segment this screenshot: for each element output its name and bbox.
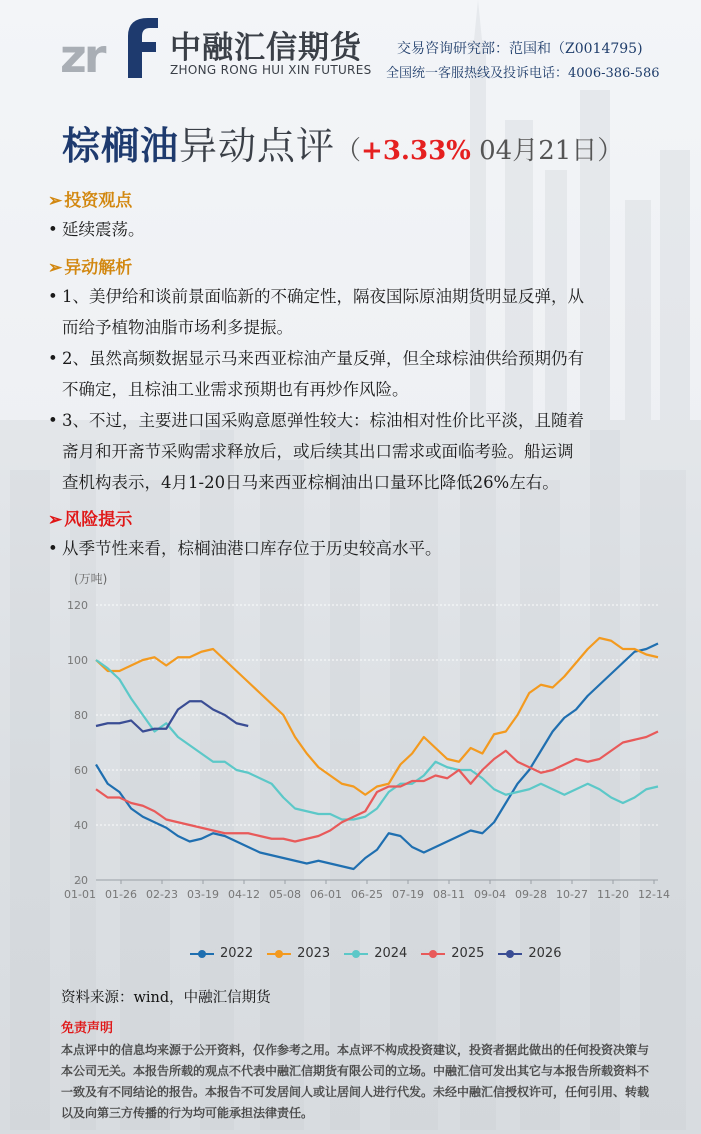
x-tick-label: 06-01: [310, 888, 342, 901]
x-tick-label: 01-26: [105, 888, 137, 901]
disclaimer-heading: 免责声明: [61, 1021, 114, 1036]
inventory-seasonal-chart: [60, 565, 672, 905]
x-tick-label: 06-25: [351, 888, 383, 901]
x-tick-label: 09-04: [474, 888, 506, 901]
hotline-contact: 全国统一客服热线及投诉电话：4006-386-586: [386, 66, 660, 81]
x-tick-label: 10-27: [556, 888, 588, 901]
legend-item-2026: [498, 946, 561, 961]
series-line-2022: [96, 644, 658, 870]
legend-label: 2024: [374, 946, 408, 961]
series-line-2026: [96, 701, 248, 731]
x-tick-label: 02-23: [146, 888, 178, 901]
x-tick-label: 11-20: [597, 888, 629, 901]
svg-text:zr: zr: [60, 29, 104, 80]
x-tick-label: 12-14: [638, 888, 670, 901]
brand-name-cn: 中融汇信期货: [170, 30, 362, 66]
legend-label: 2026: [528, 946, 562, 961]
legend-item-2025: [421, 946, 484, 961]
legend-label: 2023: [297, 946, 331, 961]
x-tick-label: 08-11: [433, 888, 465, 901]
data-source: 资料来源：wind，中融汇信期货: [61, 990, 271, 1006]
title-date: 04月21日）: [470, 136, 624, 166]
legend-swatch: [190, 953, 214, 955]
y-tick-label: 120: [67, 599, 88, 612]
section-heading-analysis: ➢ 异动解析: [48, 258, 133, 278]
bullet-icon: •: [48, 411, 58, 430]
y-tick-label: 80: [74, 709, 88, 722]
brand-name-en: ZHONG RONG HUI XIN FUTURES: [170, 63, 372, 77]
y-tick-label: 20: [74, 874, 88, 887]
x-tick-label: 01-01: [64, 888, 96, 901]
series-line-2023: [96, 638, 658, 795]
legend-item-2023: [267, 946, 330, 961]
x-tick-label: 09-28: [515, 888, 547, 901]
legend-swatch: [498, 953, 522, 955]
bullet-icon: •: [48, 287, 58, 306]
legend-item-2022: [190, 946, 253, 961]
arrow-icon: ➢: [48, 258, 63, 278]
arrow-icon: ➢: [48, 510, 63, 530]
risk-text: • 从季节性来看，棕榈油港口库存位于历史较高水平。: [48, 533, 670, 564]
legend-swatch: [344, 953, 368, 955]
research-contact: 交易咨询研究部：范国和（Z0014795): [397, 41, 643, 57]
analysis-point-1: • 1、美伊给和谈前景面临新的不确定性，隔夜国际原油期货明显反弹，从 而给予植物油脂市场利多提振。: [48, 281, 670, 343]
y-tick-label: 100: [67, 654, 88, 667]
view-text: • 延续震荡。: [48, 214, 670, 245]
disclaimer-text: 本点评中的信息均来源于公开资料，仅作参考之用。本点评不构成投资建议，投资者据此做出的任何投资决策与本公司无关。本报告所载的观点不代表中融汇信期货有限公司的立场。中融汇信可发出其它与本报告所载资料不一致及有不同结论的报告。本报告不可发居间人或让居间人进行代发。未经中融汇信授权许可，任何引用、转载以及向第三方传播的行为均可能承担法律责任。: [61, 1043, 650, 1120]
arrow-icon: ➢: [48, 191, 63, 211]
title-open-paren: （: [335, 136, 362, 166]
x-tick-label: 03-19: [187, 888, 219, 901]
series-line-2024: [96, 660, 658, 820]
bullet-icon: •: [48, 220, 58, 239]
x-tick-label: 04-12: [228, 888, 260, 901]
y-unit-label: (万吨): [74, 572, 108, 586]
y-tick-label: 40: [74, 819, 88, 832]
analysis-point-2: • 2、虽然高频数据显示马来西亚棕油产量反弹，但全球棕油供给预期仍有 不确定，且棕油工业需求预期也有再炒作风险。: [48, 343, 670, 405]
section-heading-view: ➢ 投资观点: [48, 191, 133, 211]
analysis-point-3: • 3、不过，主要进口国采购意愿弹性较大：棕油相对性价比平淡，且随着 斋月和开斋节采购需求释放后，或后续其出口需求或面临考验。船运调 查机构表示，4月1-20日马来西亚棕榈油出口量环比降低26%左右。: [48, 405, 670, 498]
title-subject: 异动点评: [179, 124, 336, 168]
bullet-icon: •: [48, 539, 58, 558]
title-commodity: 棕榈油: [62, 123, 180, 168]
chart-legend: [190, 946, 561, 961]
x-tick-label: 07-19: [392, 888, 424, 901]
company-logo: [58, 14, 178, 80]
page-title: [62, 115, 623, 170]
legend-swatch: [267, 953, 291, 955]
x-tick-label: 05-08: [269, 888, 301, 901]
price-change: +3.33%: [361, 136, 471, 166]
legend-label: 2025: [451, 946, 485, 961]
section-heading-risk: ➢ 风险提示: [48, 510, 133, 530]
legend-item-2024: [344, 946, 407, 961]
bullet-icon: •: [48, 349, 58, 368]
legend-label: 2022: [220, 946, 254, 961]
y-tick-label: 60: [74, 764, 88, 777]
legend-swatch: [421, 953, 445, 955]
